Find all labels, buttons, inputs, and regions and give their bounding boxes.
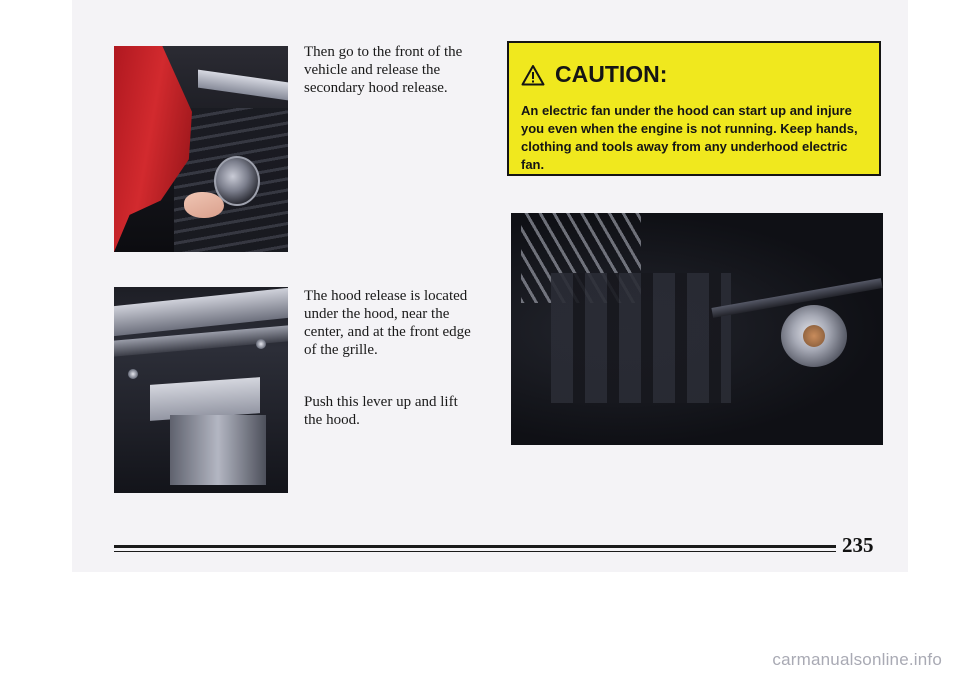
page-number: 235	[842, 533, 874, 557]
watermark: carmanualsonline.info	[772, 650, 942, 669]
caution-title: CAUTION:	[555, 61, 668, 87]
warning-triangle-icon	[521, 64, 545, 86]
release-location-text: The hood release is located under the hood, near the center, and at the front edge of the grille.	[304, 288, 471, 358]
caution-box	[507, 41, 881, 176]
fan-hub-center	[803, 325, 825, 347]
bolt	[256, 339, 266, 349]
caution-heading	[521, 61, 869, 88]
caution-body: An electric fan under the hood can start up and injure you even when the engine is not running. Keep hands, clothing and tools away from any underhood electric fan.	[521, 103, 858, 172]
front-release-text: Then go to the front of the vehicle and release the secondary hood release.	[304, 44, 463, 96]
hood-release-photo	[114, 46, 288, 252]
hood-lever-photo	[114, 287, 288, 493]
engine-block	[551, 273, 731, 403]
footer-rule	[114, 545, 836, 548]
footer-rule-thin	[114, 551, 836, 552]
engine-fan-photo	[511, 213, 883, 445]
bolt	[128, 369, 138, 379]
chrome-trim	[198, 70, 288, 101]
latch-plate	[170, 415, 266, 485]
hand	[184, 192, 224, 218]
lift-instruction-text: Push this lever up and lift the hood.	[304, 394, 458, 428]
